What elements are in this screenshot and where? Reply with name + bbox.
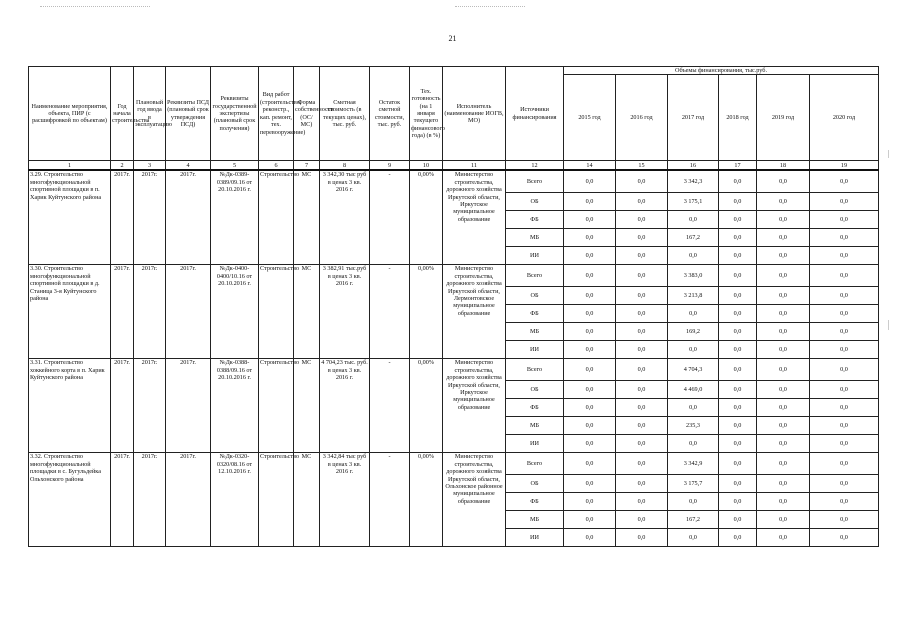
funding-value: 0,0 — [757, 193, 810, 211]
header-year: 2019 год — [757, 75, 810, 161]
column-number: 10 — [410, 161, 443, 171]
funding-value: 0,0 — [616, 229, 668, 247]
scan-margin-mark — [888, 150, 889, 158]
funding-value: 0,0 — [616, 399, 668, 417]
expertise-requisites: №Дк-0389-0389/09.16 от 20.10.2016 г. — [211, 170, 259, 265]
column-number: 12 — [506, 161, 564, 171]
funding-value: 169,2 — [668, 323, 719, 341]
funding-value: 0,0 — [616, 287, 668, 305]
funding-value: 0,0 — [719, 399, 757, 417]
funding-value: 0,0 — [810, 359, 879, 381]
funding-value: 0,0 — [564, 323, 616, 341]
funding-value: 0,0 — [616, 211, 668, 229]
funding-value: 3 342,3 — [668, 170, 719, 193]
funding-value: 167,2 — [668, 511, 719, 529]
header-sources: Источники финансирования — [506, 67, 564, 161]
funding-value: 0,0 — [564, 493, 616, 511]
funding-source: ИИ — [506, 435, 564, 453]
header-psd: Реквизиты ПСД (плановый срок утверждения ПСД) — [166, 67, 211, 161]
funding-value: 0,0 — [564, 359, 616, 381]
funding-source: ФБ — [506, 305, 564, 323]
funding-value: 3 175,7 — [668, 475, 719, 493]
column-number: 7 — [294, 161, 320, 171]
funding-value: 0,0 — [564, 529, 616, 547]
funding-value: 0,0 — [719, 265, 757, 287]
funding-value: 0,0 — [810, 323, 879, 341]
funding-source: МБ — [506, 511, 564, 529]
funding-source: ФБ — [506, 399, 564, 417]
work-type: Строительство — [259, 359, 294, 453]
funding-source: Всего — [506, 170, 564, 193]
funding-value: 0,0 — [564, 211, 616, 229]
column-number: 8 — [320, 161, 370, 171]
funding-source: ИИ — [506, 247, 564, 265]
executor: Министерство строительства, дорожного хозяйства Иркутской области, Ольхонское районное муниципальное образование — [443, 453, 506, 547]
funding-value: 0,0 — [564, 265, 616, 287]
funding-value: 0,0 — [810, 229, 879, 247]
expertise-requisites: №Дк-0388-0388/09.16 от 20.10.2016 г. — [211, 359, 259, 453]
funding-value: 167,2 — [668, 229, 719, 247]
funding-value: 0,0 — [564, 170, 616, 193]
funding-value: 0,0 — [564, 287, 616, 305]
psd-requisites: 2017г. — [166, 359, 211, 453]
funding-value: 0,0 — [564, 305, 616, 323]
funding-value: 0,0 — [719, 229, 757, 247]
funding-value: 0,0 — [810, 193, 879, 211]
funding-value: 0,0 — [719, 287, 757, 305]
funding-value: 0,0 — [616, 493, 668, 511]
tech-readiness: 0,00% — [410, 265, 443, 359]
funding-value: 0,0 — [616, 381, 668, 399]
header-balance: Остаток сметной стоимости, тыс. руб. — [370, 67, 410, 161]
funding-value: 0,0 — [757, 435, 810, 453]
funding-value: 0,0 — [668, 529, 719, 547]
column-number: 17 — [719, 161, 757, 171]
funding-value: 0,0 — [616, 323, 668, 341]
column-number: 15 — [616, 161, 668, 171]
funding-value: 0,0 — [719, 341, 757, 359]
funding-value: 0,0 — [616, 341, 668, 359]
funding-value: 0,0 — [719, 475, 757, 493]
header-year: 2018 год — [719, 75, 757, 161]
column-number: 19 — [810, 161, 879, 171]
funding-value: 0,0 — [810, 435, 879, 453]
tech-readiness: 0,00% — [410, 359, 443, 453]
header-executor: Исполнитель (наименование ИОГВ, МО) — [443, 67, 506, 161]
header-funding-group: Объемы финансирования, тыс.руб. — [564, 67, 879, 75]
funding-source: Всего — [506, 265, 564, 287]
funding-value: 0,0 — [757, 511, 810, 529]
funding-value: 0,0 — [616, 247, 668, 265]
funding-value: 0,0 — [757, 211, 810, 229]
funding-value: 0,0 — [564, 399, 616, 417]
funding-value: 0,0 — [757, 475, 810, 493]
cost-balance: - — [370, 170, 410, 265]
header-expertise: Реквизиты государственной экспертизы (плановый срок получения) — [211, 67, 259, 161]
work-type: Строительство — [259, 453, 294, 547]
plan-year: 2017г. — [134, 359, 166, 453]
funding-value: 0,0 — [616, 359, 668, 381]
ownership-form: МС — [294, 170, 320, 265]
column-number: 3 — [134, 161, 166, 171]
funding-value: 0,0 — [616, 193, 668, 211]
object-name: 3.31. Строительство хоккейного корта в п. Харик Куйтунского района — [29, 359, 111, 453]
start-year: 2017г. — [111, 359, 134, 453]
funding-value: 0,0 — [719, 417, 757, 435]
funding-source: МБ — [506, 323, 564, 341]
cost-balance: - — [370, 359, 410, 453]
funding-source: ИИ — [506, 529, 564, 547]
funding-value: 0,0 — [810, 453, 879, 475]
funding-value: 0,0 — [564, 229, 616, 247]
funding-value: 0,0 — [616, 170, 668, 193]
funding-value: 0,0 — [810, 211, 879, 229]
psd-requisites: 2017г. — [166, 170, 211, 265]
psd-requisites: 2017г. — [166, 265, 211, 359]
column-number: 14 — [564, 161, 616, 171]
funding-source: МБ — [506, 229, 564, 247]
funding-value: 0,0 — [564, 435, 616, 453]
header-readiness: Тех. готовность (на 1 января текущего финансового года) (в %) — [410, 67, 443, 161]
funding-value: 3 342,9 — [668, 453, 719, 475]
funding-value: 0,0 — [719, 493, 757, 511]
funding-source: Всего — [506, 453, 564, 475]
header-start-year: Год начала строительства — [111, 67, 134, 161]
funding-value: 0,0 — [810, 399, 879, 417]
funding-value: 0,0 — [564, 511, 616, 529]
object-name: 3.30. Строительство многофункциональной спортивной площадки в д. Станица 3-я Куйтунского района — [29, 265, 111, 359]
work-type: Строительство — [259, 170, 294, 265]
plan-year: 2017г. — [134, 453, 166, 547]
funding-source: ОБ — [506, 475, 564, 493]
header-year: 2016 год — [616, 75, 668, 161]
funding-value: 0,0 — [757, 493, 810, 511]
funding-source: ФБ — [506, 493, 564, 511]
funding-value: 0,0 — [810, 475, 879, 493]
funding-value: 0,0 — [810, 511, 879, 529]
funding-value: 0,0 — [757, 305, 810, 323]
funding-value: 0,0 — [668, 435, 719, 453]
funding-value: 0,0 — [757, 341, 810, 359]
funding-value: 0,0 — [757, 529, 810, 547]
funding-value: 0,0 — [616, 435, 668, 453]
funding-value: 0,0 — [719, 305, 757, 323]
funding-value: 0,0 — [719, 211, 757, 229]
funding-value: 0,0 — [564, 453, 616, 475]
table-row — [29, 359, 879, 381]
funding-value: 0,0 — [719, 435, 757, 453]
tech-readiness: 0,00% — [410, 170, 443, 265]
funding-value: 0,0 — [616, 529, 668, 547]
funding-value: 0,0 — [719, 170, 757, 193]
column-number: 11 — [443, 161, 506, 171]
funding-value: 0,0 — [719, 323, 757, 341]
funding-value: 3 175,1 — [668, 193, 719, 211]
funding-source: ИИ — [506, 341, 564, 359]
funding-value: 0,0 — [719, 359, 757, 381]
funding-value: 0,0 — [757, 265, 810, 287]
cost-balance: - — [370, 265, 410, 359]
funding-value: 0,0 — [810, 265, 879, 287]
column-number: 1 — [29, 161, 111, 171]
funding-value: 3 383,0 — [668, 265, 719, 287]
page-number: 21 — [448, 34, 457, 43]
funding-value: 0,0 — [668, 493, 719, 511]
funding-value: 0,0 — [757, 247, 810, 265]
column-number: 16 — [668, 161, 719, 171]
funding-value: 0,0 — [719, 529, 757, 547]
funding-value: 0,0 — [757, 381, 810, 399]
estimated-cost: 3 342,84 тыс руб в ценах 3 кв. 2016 г. — [320, 453, 370, 547]
funding-source: Всего — [506, 359, 564, 381]
column-number: 5 — [211, 161, 259, 171]
funding-value: 0,0 — [616, 305, 668, 323]
header-year: 2017 год — [668, 75, 719, 161]
funding-value: 0,0 — [668, 305, 719, 323]
start-year: 2017г. — [111, 170, 134, 265]
cost-balance: - — [370, 453, 410, 547]
header-estimated-cost: Сметная стоимость (в текущих ценах), тыс. руб. — [320, 67, 370, 161]
funding-value: 0,0 — [564, 475, 616, 493]
estimated-cost: 3 342,30 тыс руб в ценах 3 кв. 2016 г. — [320, 170, 370, 265]
funding-value: 0,0 — [564, 247, 616, 265]
funding-value: 0,0 — [616, 511, 668, 529]
funding-value: 0,0 — [757, 323, 810, 341]
financing-table — [28, 66, 879, 547]
column-number: 4 — [166, 161, 211, 171]
table-row — [29, 170, 879, 193]
funding-value: 0,0 — [810, 247, 879, 265]
funding-value: 4 704,3 — [668, 359, 719, 381]
executor: Министерство строительства, дорожного хозяйства Иркутской области, Иркутское муниципальное образование — [443, 170, 506, 265]
funding-value: 0,0 — [719, 247, 757, 265]
expertise-requisites: №Дк-0320-0320/08.16 от 12.10.2016 г. — [211, 453, 259, 547]
header-name: Наименование мероприятия, объекта, ПИР (с расшифровкой по объектам) — [29, 67, 111, 161]
funding-source: ФБ — [506, 211, 564, 229]
funding-value: 0,0 — [810, 170, 879, 193]
funding-value: 0,0 — [757, 453, 810, 475]
header-ownership: Форма собственности (ОС/МС) — [294, 67, 320, 161]
funding-value: 0,0 — [616, 453, 668, 475]
funding-source: ОБ — [506, 193, 564, 211]
funding-value: 0,0 — [719, 511, 757, 529]
table-row — [29, 265, 879, 287]
funding-value: 0,0 — [719, 193, 757, 211]
scan-top-rule — [455, 6, 525, 7]
funding-value: 0,0 — [668, 247, 719, 265]
scan-top-rule — [40, 6, 150, 7]
funding-value: 0,0 — [810, 529, 879, 547]
plan-year: 2017г. — [134, 170, 166, 265]
funding-value: 0,0 — [810, 417, 879, 435]
funding-source: МБ — [506, 417, 564, 435]
funding-value: 0,0 — [757, 359, 810, 381]
scan-margin-mark — [888, 320, 889, 330]
funding-value: 0,0 — [719, 453, 757, 475]
header-year: 2020 год — [810, 75, 879, 161]
psd-requisites: 2017г. — [166, 453, 211, 547]
column-number: 18 — [757, 161, 810, 171]
ownership-form: МС — [294, 359, 320, 453]
column-number: 6 — [259, 161, 294, 171]
funding-value: 0,0 — [810, 493, 879, 511]
funding-value: 0,0 — [668, 399, 719, 417]
funding-value: 0,0 — [757, 417, 810, 435]
funding-value: 0,0 — [810, 381, 879, 399]
estimated-cost: 4 704,23 тыс. руб. в ценах 3 кв. 2016 г. — [320, 359, 370, 453]
funding-value: 235,3 — [668, 417, 719, 435]
ownership-form: МС — [294, 453, 320, 547]
executor: Министерство строительства, дорожного хозяйства Иркутской области, Иркутское муниципальное образование — [443, 359, 506, 453]
funding-value: 0,0 — [719, 381, 757, 399]
object-name: 3.29. Строительство многофункциональной спортивной площадки в п. Харик Куйтунского района — [29, 170, 111, 265]
funding-value: 0,0 — [616, 265, 668, 287]
tech-readiness: 0,00% — [410, 453, 443, 547]
funding-value: 0,0 — [810, 305, 879, 323]
funding-value: 0,0 — [616, 417, 668, 435]
header-year: 2015 год — [564, 75, 616, 161]
funding-value: 0,0 — [668, 211, 719, 229]
header-work-type: Вид работ (строительство, реконстр., кап. ремонт, тех. перевооружение) — [259, 67, 294, 161]
start-year: 2017г. — [111, 265, 134, 359]
header-plan-year: Плановый год ввода в эксплуатацию — [134, 67, 166, 161]
funding-value: 0,0 — [810, 287, 879, 305]
object-name: 3.32. Строительство многофункциональной площадки в с. Бугульдейка Ольхонского района — [29, 453, 111, 547]
funding-value: 0,0 — [757, 170, 810, 193]
ownership-form: МС — [294, 265, 320, 359]
funding-value: 0,0 — [616, 475, 668, 493]
table-row — [29, 453, 879, 475]
funding-value: 4 469,0 — [668, 381, 719, 399]
estimated-cost: 3 382,91 тыс.руб в ценах 3 кв. 2016 г. — [320, 265, 370, 359]
start-year: 2017г. — [111, 453, 134, 547]
funding-source: ОБ — [506, 287, 564, 305]
funding-value: 0,0 — [757, 229, 810, 247]
plan-year: 2017г. — [134, 265, 166, 359]
funding-value: 0,0 — [757, 287, 810, 305]
funding-value: 0,0 — [757, 399, 810, 417]
funding-value: 0,0 — [810, 341, 879, 359]
funding-value: 0,0 — [564, 417, 616, 435]
funding-value: 0,0 — [564, 341, 616, 359]
funding-value: 3 213,8 — [668, 287, 719, 305]
expertise-requisites: №Дк-0400-0400/10.16 от 20.10.2016 г. — [211, 265, 259, 359]
work-type: Строительство — [259, 265, 294, 359]
funding-source: ОБ — [506, 381, 564, 399]
funding-value: 0,0 — [564, 381, 616, 399]
funding-value: 0,0 — [668, 341, 719, 359]
column-number: 9 — [370, 161, 410, 171]
column-number: 2 — [111, 161, 134, 171]
executor: Министерство строительства, дорожного хозяйства Иркутской области, Лермонтовское муниципальное образование — [443, 265, 506, 359]
funding-value: 0,0 — [564, 193, 616, 211]
